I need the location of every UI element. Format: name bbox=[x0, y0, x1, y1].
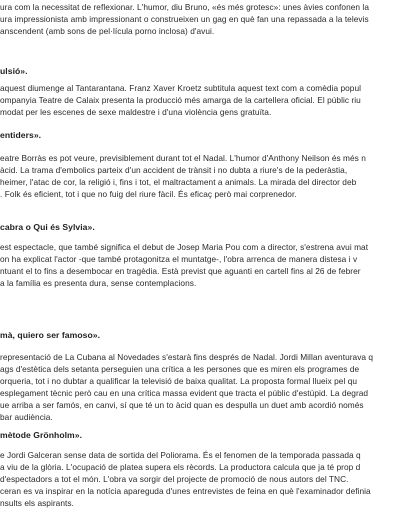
text-line: ntuant el to fins a desembocar en tragèdia. Està previst que aguanti en cartell fins al 26 de febrer bbox=[0, 266, 361, 276]
text-line: ags d'estètica dels setanta perseguien una crítica a les persones que es miren els programes de bbox=[0, 364, 360, 374]
text-line: modat per les escenes de sexe maldestre i d'una violència gens gratuïta. bbox=[0, 107, 272, 117]
text-line: a la família es presenta dura, sense contemplacions. bbox=[0, 278, 197, 288]
section-title: ulsió». bbox=[0, 66, 28, 76]
text-line: e Jordi Galceran sense data de sortida del Poliorama. És el fenomen de la temporada passada q bbox=[0, 450, 361, 460]
text-line: ura impressionista amb impressionant o construeixen un gag en què fan una repassada a la televis bbox=[0, 14, 369, 24]
text-line: eatre Borràs es pot veure, previsiblement durant tot el Nadal. L'humor d'Anthony Neilson és més n bbox=[0, 153, 366, 163]
text-line: àcid. La trama d'embolics parteix d'un accident de trànsit i no dubta a riure's de la pederàstia, bbox=[0, 165, 348, 175]
text-line: ceran es va inspirar en la notícia apareguda d'unes entrevistes de feina en què l'examinador definia bbox=[0, 486, 371, 496]
text-line: orqueria, tot i no dubtar a qualificar la televisió de baixa qualitat. La proposta formal llueix pel qu bbox=[0, 376, 358, 386]
text-line: bar audiència. bbox=[0, 412, 53, 422]
text-line: . Folk és eficient, tot i que no fuig del riure fàcil. És eficaç però mai corprenedor. bbox=[0, 189, 297, 199]
text-line: aquest diumenge al Tantarantana. Franz Xaver Kroetz subtitula aquest text com a comèdia popul bbox=[0, 83, 362, 93]
text-line: a viu de la glòria. L'ocupació de platea supera els rècords. La productora calcula que ja té prop d bbox=[0, 462, 361, 472]
text-line: on ha explicat l'actor -que també protagonitza el muntatge-, l'obra arrenca de manera distesa i v bbox=[0, 254, 358, 264]
text-line: heimer, l'atac de cor, la religió i, fins i tot, el maltractament a animals. La mirada del director deb bbox=[0, 177, 357, 187]
text-line: nsults els aspirants. bbox=[0, 498, 74, 508]
text-line: est espectacle, que també significa el debut de Josep Maria Pou com a director, s'estrena avui mat bbox=[0, 242, 369, 252]
section-title: mètode Grönholm». bbox=[0, 430, 83, 440]
text-line: anscendent (amb sons de pel·lícula porno inclosa) d'avui. bbox=[0, 26, 215, 36]
text-line: ue arriba a ser famós, en canvi, sí que té un to àcid quan es despulla un duet amb acordió només bbox=[0, 400, 364, 410]
section-title: mà, quiero ser famoso». bbox=[0, 330, 101, 340]
text-line: representació de La Cubana al Novedades s'estarà fins després de Nadal. Jordi Millan aventurava q bbox=[0, 352, 374, 362]
text-line: ura com la necessitat de reflexionar. L'humor, diu Bruno, «és més grotesc»: unes àvies confonen la bbox=[0, 2, 369, 12]
section-title: cabra o Qui és Sylvia». bbox=[0, 222, 95, 232]
text-line: esplegament tècnic però cau en una crítica massa evident que tracta el públic d'estúpid. La degrad bbox=[0, 388, 369, 398]
text-line: d'espectadors a tot el món. L'obra va sorgir del projecte de promoció de nous autors del TNC. bbox=[0, 474, 349, 484]
text-line: ompanyia Teatre de Calaix presenta la producció més amarga de la cartellera oficial. El públic riu bbox=[0, 95, 361, 105]
section-title: entiders». bbox=[0, 130, 42, 140]
